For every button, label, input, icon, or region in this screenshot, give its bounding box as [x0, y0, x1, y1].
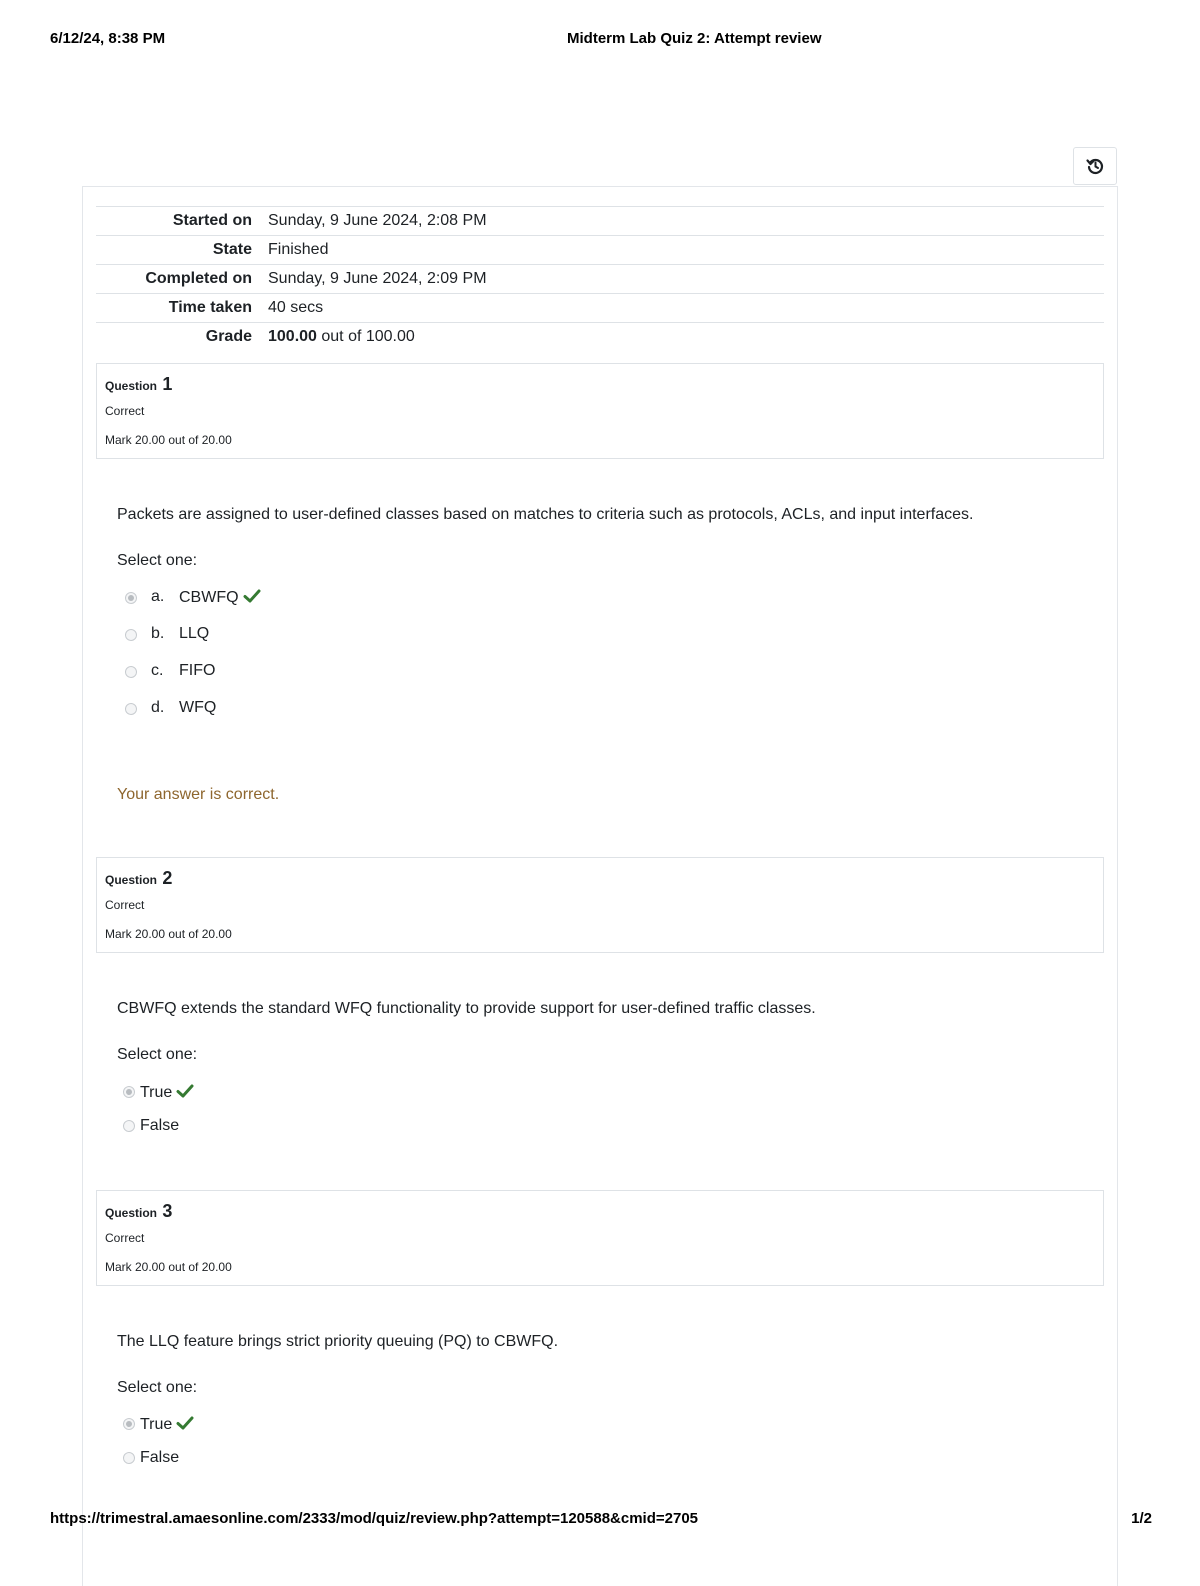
- history-icon: [1085, 156, 1105, 176]
- question-text: Packets are assigned to user-defined classes based on matches to criteria such as protocols, ACLs, and input interfaces.: [117, 506, 974, 523]
- print-header: [50, 30, 1152, 50]
- grade-out-of: out of 100.00: [316, 328, 415, 345]
- select-prompt: Select one:: [117, 1046, 198, 1063]
- radio-button-checked[interactable]: [123, 1418, 135, 1430]
- question-number: [105, 374, 172, 395]
- question-state: Correct: [105, 404, 145, 418]
- option-text: False: [140, 1117, 180, 1134]
- question-info-3: [96, 1190, 1104, 1286]
- print-page-title: Midterm Lab Quiz 2: Attempt review: [567, 30, 822, 47]
- option-letter: d.: [151, 699, 165, 716]
- option-text: True: [140, 1415, 194, 1434]
- summary-label: Time taken: [168, 299, 252, 316]
- question-label: Question: [105, 873, 158, 887]
- question-mark: Mark 20.00 out of 20.00: [105, 433, 232, 447]
- summary-label: State: [212, 241, 252, 258]
- print-datetime: 6/12/24, 8:38 PM: [50, 30, 166, 47]
- question-info-2: [96, 857, 1104, 953]
- summary-row-time-taken: [96, 293, 1104, 322]
- option-text: CBWFQ: [179, 588, 261, 607]
- radio-button[interactable]: [125, 703, 137, 715]
- page-number: 1/2: [1131, 1510, 1152, 1527]
- summary-value: [268, 323, 415, 351]
- summary-value: Finished: [268, 241, 329, 258]
- radio-button[interactable]: [125, 629, 137, 641]
- option-text: FIFO: [179, 662, 216, 679]
- question-state: Correct: [105, 1231, 145, 1245]
- answer-option-a[interactable]: [125, 586, 239, 610]
- check-icon: [243, 588, 261, 604]
- radio-button-checked[interactable]: [123, 1086, 135, 1098]
- question-info-1: [96, 363, 1104, 459]
- question-number-value: 2: [162, 868, 173, 888]
- print-footer: [50, 1510, 1152, 1530]
- question-mark: Mark 20.00 out of 20.00: [105, 1260, 232, 1274]
- answer-option-c[interactable]: [125, 660, 216, 684]
- summary-value: 40 secs: [268, 299, 324, 316]
- question-text: The LLQ feature brings strict priority queuing (PQ) to CBWFQ.: [117, 1333, 559, 1350]
- summary-label: Grade: [205, 328, 252, 345]
- option-text: LLQ: [179, 625, 210, 642]
- summary-label: Started on: [172, 212, 252, 229]
- option-letter: c.: [151, 662, 164, 679]
- select-prompt: Select one:: [117, 1379, 198, 1396]
- answer-feedback: Your answer is correct.: [117, 786, 280, 803]
- summary-value: Sunday, 9 June 2024, 2:09 PM: [268, 270, 487, 287]
- select-prompt: Select one:: [117, 552, 198, 569]
- history-button[interactable]: [1073, 147, 1117, 185]
- check-icon: [176, 1415, 194, 1431]
- question-state: Correct: [105, 898, 145, 912]
- question-label: Question: [105, 1206, 158, 1220]
- summary-value: Sunday, 9 June 2024, 2:08 PM: [268, 212, 487, 229]
- summary-row-grade: [96, 322, 1104, 351]
- radio-button[interactable]: [123, 1120, 135, 1132]
- answer-option-b[interactable]: [125, 623, 210, 647]
- summary-row-started-on: [96, 206, 1104, 235]
- summary-row-completed-on: [96, 264, 1104, 293]
- radio-button-checked[interactable]: [125, 592, 137, 604]
- option-text: True: [140, 1083, 194, 1102]
- option-letter: b.: [151, 625, 165, 642]
- grade-score: 100.00: [268, 328, 317, 345]
- summary-row-state: [96, 235, 1104, 264]
- option-text: False: [140, 1449, 180, 1466]
- answer-option-false[interactable]: [123, 1114, 179, 1138]
- answer-option-true[interactable]: [123, 1412, 194, 1436]
- question-number: [105, 868, 172, 889]
- radio-button[interactable]: [125, 666, 137, 678]
- attempt-summary-table: [96, 206, 1104, 351]
- question-text: CBWFQ extends the standard WFQ functionality to provide support for user-defined traffic classes.: [117, 1000, 816, 1017]
- page-url: https://trimestral.amaesonline.com/2333/mod/quiz/review.php?attempt=120588&cmid=2705: [50, 1510, 699, 1527]
- answer-option-false[interactable]: [123, 1446, 179, 1470]
- radio-button[interactable]: [123, 1452, 135, 1464]
- option-text: WFQ: [179, 699, 217, 716]
- summary-label: Completed on: [145, 270, 252, 287]
- question-number: [105, 1201, 172, 1222]
- question-mark: Mark 20.00 out of 20.00: [105, 927, 232, 941]
- answer-option-true[interactable]: [123, 1080, 194, 1104]
- question-label: Question: [105, 379, 158, 393]
- check-icon: [176, 1083, 194, 1099]
- option-letter: a.: [151, 588, 165, 605]
- question-number-value: 1: [162, 374, 173, 394]
- question-number-value: 3: [162, 1201, 173, 1221]
- answer-option-d[interactable]: [125, 697, 217, 721]
